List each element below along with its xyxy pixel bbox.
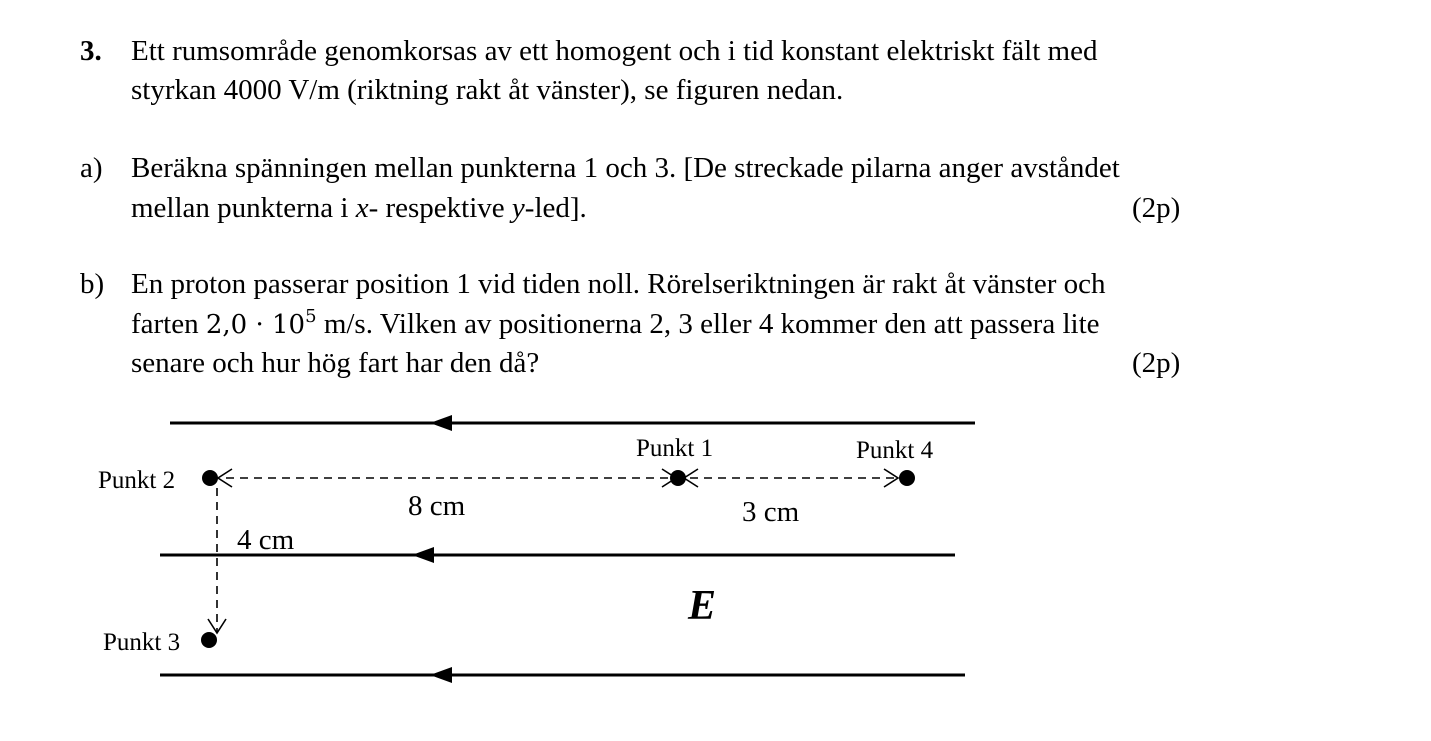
distance-8cm-label: 8 cm — [408, 490, 466, 522]
problem-intro-line-1: Ett rumsområde genomkorsas av ett homogent och i tid konstant elektriskt fält med — [131, 35, 1098, 67]
point-2-dot — [202, 470, 218, 486]
dashed-arrow-3cm — [684, 469, 898, 487]
part-b-points: (2p) — [1132, 347, 1181, 379]
field-arrowhead-middle — [412, 547, 434, 563]
part-a-line-1: Beräkna spänningen mellan punkterna 1 och 3. [De streckade pilarna anger avståndet — [131, 152, 1120, 184]
part-b-line-1: En proton passerar position 1 vid tiden noll. Rörelseriktningen är rakt åt vänster och — [131, 268, 1106, 300]
part-b-line-3: senare och hur hög fart har den då? — [131, 347, 540, 379]
dashed-arrow-4cm — [208, 488, 226, 633]
problem-number: 3. — [80, 35, 102, 67]
problem-intro-line-2: styrkan 4000 V/m (riktning rakt åt vänster), se figuren nedan. — [131, 74, 844, 106]
field-arrowhead-top — [430, 415, 452, 431]
part-b-label: b) — [80, 268, 105, 300]
point-2-label: Punkt 2 — [98, 467, 176, 494]
part-a-label: a) — [80, 152, 103, 184]
point-3-label: Punkt 3 — [103, 629, 181, 656]
point-4-label: Punkt 4 — [856, 437, 934, 464]
part-b-line-2: farten $2,0 \cdot 10^5$ m/s. Vilken av positionerna 2, 3 eller 4 kommer den att passera lite — [131, 306, 1100, 340]
part-a-points: (2p) — [1132, 192, 1181, 224]
speed-value: $2,0 \cdot 10^5$ — [205, 306, 317, 340]
distance-3cm-label: 3 cm — [742, 496, 800, 528]
part-a-line-2: mellan punkterna i x- respektive y-led]. — [131, 192, 587, 224]
field-arrowhead-bottom — [430, 667, 452, 683]
field-label-E: E — [688, 583, 717, 629]
field-line-top — [170, 415, 975, 431]
point-3-dot — [201, 632, 217, 648]
point-1-dot — [670, 470, 686, 486]
point-4-dot — [899, 470, 915, 486]
field-figure — [0, 400, 1100, 700]
point-1-label: Punkt 1 — [636, 435, 714, 462]
distance-4cm-label: 4 cm — [237, 524, 295, 556]
dashed-arrow-8cm — [218, 469, 676, 487]
field-line-bottom — [160, 667, 965, 683]
